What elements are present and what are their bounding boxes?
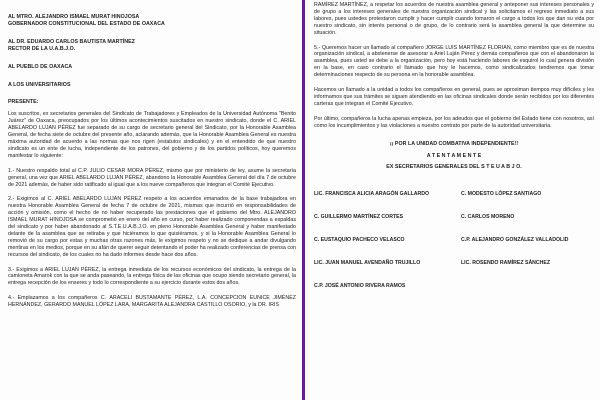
addressee-rector-name: AL DR. EDUARDO CARLOS BAUTISTA MARTÍNEZ — [8, 38, 135, 45]
paragraph-6: Hacemos un llamado a la unidad a todos los compañeros en general, pues se aproximan tiempos muy difíciles y les informamos que sus trámites se siguen atendiendo en las oficinas sindicales donde serán recibidos por los diferentes carteras que integran el Comité Ejecutivo. — [314, 87, 594, 107]
paragraph-3: 3.- Exigimos a ARIEL LUJAN PÉREZ, la entrega inmediata de los recursos económicos del sindicato, la entrega de la camioneta Amarok con la que se anda paseando, la entrega física de las oficinas que ocupo siendo secretario general, la entrega recepción de los enseres y todo lo correspondiente a su ejercicio durante estos dos años. — [8, 266, 296, 287]
signer-name: C. GUILLERMO MARTÍNEZ CORTES — [314, 214, 404, 221]
paragraph-4: 4.- Emplazamos a los compañeros C. ARACELI BUSTAMANTE PÉREZ, L.A. CONCEPCION EUNICE JIMÉNEZ HERNÁNDEZ, GERARDO MANUEL LÓPEZ LARA, MARGARITA ALEJANDRA CASTILLO OSORIO, y la DR. IRIS — [8, 295, 296, 309]
signer-name: LIC. JUAN MANUEL AVENDAÑO TRUJILLO — [314, 260, 421, 267]
page-divider — [302, 0, 305, 400]
signers-title: EX SECRETARIOS GENERALES DEL S T E U A B J O. — [386, 164, 522, 171]
intro-paragraph: Los suscritos, ex secretarios generales del Sindicato de Trabajadores y Empleados de la Universidad Autónoma "Benito Juárez" de Oaxaca, preocupados por los últimos acontecimientos suscitados en nuestro sindicato, donde el C. ARIEL ABELARDO LUJAN PÉREZ fue separado de su cargo de secretario general del Sindicato, por la Honorable Asamblea General, de fecha siete de octubre del presente año, aclarando además, que la Honorable Asamblea General es nuestra máxima autoridad de acuerdo a las normas que nos rigen (estatutos sindicales) y en el entendido de que nuestro sindicato es un ente de lucha, independiente de los patrones, del gobierno y de los partidos políticos, hoy queremos manifestar lo siguiente: — [8, 111, 296, 159]
signer-name — [447, 283, 594, 289]
signer-name: LIC. FRANCISCA ALICIA ARAGÓN GALLARDO — [314, 191, 430, 198]
signer-name: C. EUSTAQUIO PACHECO VELASCO — [314, 237, 405, 244]
signature-row — [314, 237, 594, 243]
addressee-rector-title: RECTOR DE LA U.A.B.J.O. — [8, 45, 76, 52]
paragraph-5: 5.- Queremos hacer un llamado al compañero JORGE LUIS MARTÍNEZ FLORIAN, como miembro que es de nuestra organización sindical, a abstenerse de asesorar a Ariel Luján Pérez y demás compañeros que con el abandonaron la asamblea, pues usted se debe a la organización, pero hoy está haciendo labores de esquirol lo cual genera división en la base, en caso contrario el llamado que hoy le hacemos, como sindicalizados tendremos que tomar determinaciones respecto de su persona en la honorable asamblea. — [314, 44, 594, 79]
paragraph-2: 2.- Exigimos al C. ARIEL ABELARDO LUJAN PÉREZ respeto a los acuerdos emanados de la base trabajadora en nuestra Honorable Asamblea General de fecha 7 de octubre de 2021, mismas que incurrió en responsabilidades de acción y omisión, como el hecho de no haber recuperado las prestaciones que el gobierno del Mtro. ALEJANDRO ISMAEL MURAT HINOJOSA se comprometió en enero del año en curso, por haber realizado componendas a espaldas del sindicato y por haber abandonado al S.T.E.U.A.B.J.O. en pleno Honorable Asamblea General y haber manifestado delante de la asamblea que se retiraba y que hiciéramos lo que quisiéramos, y si la Honorable Asamblea General lo removió de su cargo por estas y muchas otras razones más, le exigimos respeto y no se dedique a andar divulgando mentiras en los medios, porque en su afán de querer seguir detentando el poder ha realizado conferencias de prensa con recursos del sindicato, de los cuales no ha dado informes desde hace dos años. — [8, 196, 296, 258]
slogan: ¡¡ POR LA UNIDAD COMBATIVA INDEPENDIENTE!! — [389, 140, 519, 147]
signer-name: LIC. ROSENDO RAMÍREZ SÁNCHEZ — [461, 260, 551, 267]
signer-name: C.P. ALEJANDRO GONZÁLEZ VALLADOLID — [461, 237, 569, 244]
paragraph-7: Por último, compañeros la lucha apenas empieza, por los adeudos que el gobierno del Estado tiene con nosotros, así como los incumplimientos y las violaciones a nuestro contrato por parte de la autoridad universitaria. — [314, 115, 594, 129]
addressee-university: A LOS UNIVERSITARIOS — [8, 81, 71, 88]
document-page-right — [306, 0, 600, 400]
addressee-people: AL PUEBLO DE OAXACA — [8, 63, 73, 70]
signature-row — [314, 260, 594, 266]
paragraph-4-continued: RAMÍREZ MARTÍNEZ, a respetar los acuerdos de nuestra asamblea general y anteponer sus intereses personales y de grupo a los intereses generales de nuestra organización sindical y las solicitamos el regreso inmediato a sus labores, pues ustedes protestaron cumplir y hacer cumplir cuando tomaron el cargo a todos los que dan su vida por nuestro sindicato, sin interés personal o de grupo, de lo contrario será la asamblea general la que determine su situación. — [314, 2, 594, 36]
paragraph-1: 1.- Nuestro respaldo total al C.P. JULIO CESAR MORA PÉREZ, mismo que por ministerio de ley, asume la secretaría general, una vez que ARIEL ABELARDO LUJAN PÉREZ, abandono la Honorable Asamblea General del día 7 de octubre de 2021 además, de haber sido ratificado al igual que a los nueve compañeros que integran el Comité Ejecutivo. — [8, 167, 296, 188]
signature-row — [314, 283, 594, 289]
addressee-governor-title: GOBERNADOR CONSTITUCIONAL DEL ESTADO DE OAXACA — [8, 20, 165, 27]
signer-name: C. MODESTO LÓPEZ SANTIAGO — [461, 191, 542, 198]
closing: A T E N T A M E N T E — [426, 152, 482, 159]
signer-name: C. CARLOS MORENO — [461, 214, 515, 221]
signer-name: C.P. JOSÉ ANTONIO RIVERA RAMOS — [314, 283, 406, 290]
present-label: PRESENTE: — [8, 99, 39, 106]
signature-row — [314, 214, 594, 220]
signature-row — [314, 191, 594, 197]
addressee-governor-name: AL MTRO. ALEJANDRO ISMAEL MURAT HINOJOSA — [8, 14, 140, 20]
